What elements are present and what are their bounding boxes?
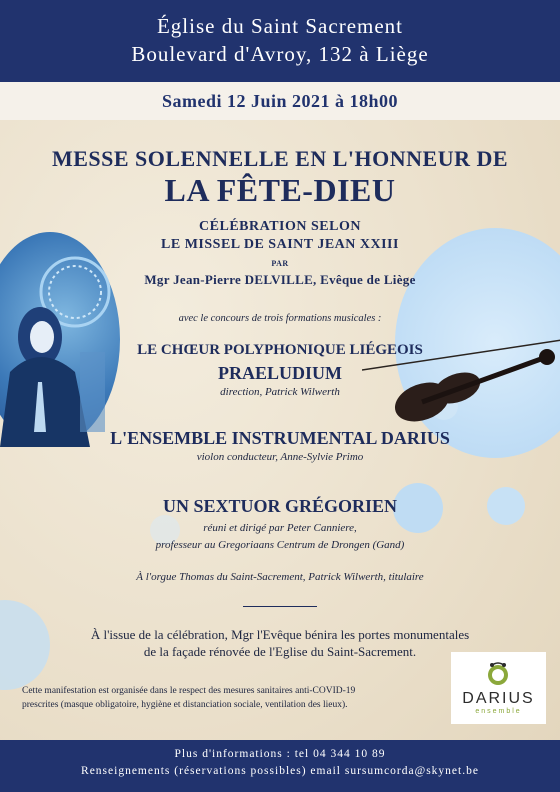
mass-title-line2: LA FÊTE-DIEU [164, 172, 396, 208]
date-band [0, 82, 560, 120]
sextuor-direction-line2: professeur au Gregoriaans Centrum de Drongen (Gand) [155, 539, 405, 551]
praeludium-name: PRAELUDIUM [218, 363, 342, 383]
event-date: Samedi 12 Juin 2021 à 18h00 [161, 91, 399, 111]
closing-line1: À l'issue de la célébration, Mgr l'Evêque bénira les portes monumentales [90, 627, 470, 642]
covid-notice-line2: prescrites (masque obligatoire, hygiène et distanciation sociale, ventilation des lieux). [22, 700, 348, 710]
choir-direction: direction, Patrick Wilwerth [220, 386, 340, 398]
choir-name: LE CHŒUR POLYPHONIQUE LIÉGEOIS [137, 342, 423, 358]
celebration-line2: LE MISSEL DE SAINT JEAN XXIII [161, 237, 399, 252]
closing-line2: de la façade rénovée de l'Eglise du Saint-Sacrement. [143, 644, 417, 659]
concours-text: avec le concours de trois formations musicales : [178, 313, 382, 324]
darius-ensemble-name: L'ENSEMBLE INSTRUMENTAL DARIUS [110, 428, 450, 448]
bishop-name: Mgr Jean-Pierre DELVILLE, Evêque de Liège [144, 272, 416, 287]
logo-subtitle: ensemble [475, 708, 522, 715]
header-banner [0, 0, 560, 82]
par-label: PAR [271, 259, 289, 268]
footer-banner [0, 740, 560, 792]
darius-logo [451, 652, 546, 724]
church-address: Boulevard d'Avroy, 132 à Liège [131, 42, 429, 66]
sextuor-direction-line1: réuni et dirigé par Peter Canniere, [203, 522, 357, 534]
divider [243, 606, 317, 607]
darius-direction: violon conducteur, Anne-Sylvie Primo [196, 451, 364, 463]
celebration-line1: CÉLÉBRATION SELON [199, 219, 361, 234]
church-name: Église du Saint Sacrement [156, 14, 404, 38]
covid-notice-line1: Cette manifestation est organisée dans le respect des mesures sanitaires anti-COVID-19 [22, 686, 356, 696]
footer-contact-line: Renseignements (réservations possibles) email sursumcorda@skynet.be [81, 765, 479, 777]
darius-logo-mark-icon [485, 660, 511, 686]
logo-name: DARIUS [462, 690, 535, 707]
footer-info-line: Plus d'informations : tel 04 344 10 89 [174, 748, 386, 760]
mass-title-line1: MESSE SOLENNELLE EN L'HONNEUR DE [51, 146, 509, 171]
sextuor-name: UN SEXTUOR GRÉGORIEN [162, 496, 398, 516]
organ-credit: À l'orgue Thomas du Saint-Sacrement, Patrick Wilwerth, titulaire [136, 571, 424, 583]
